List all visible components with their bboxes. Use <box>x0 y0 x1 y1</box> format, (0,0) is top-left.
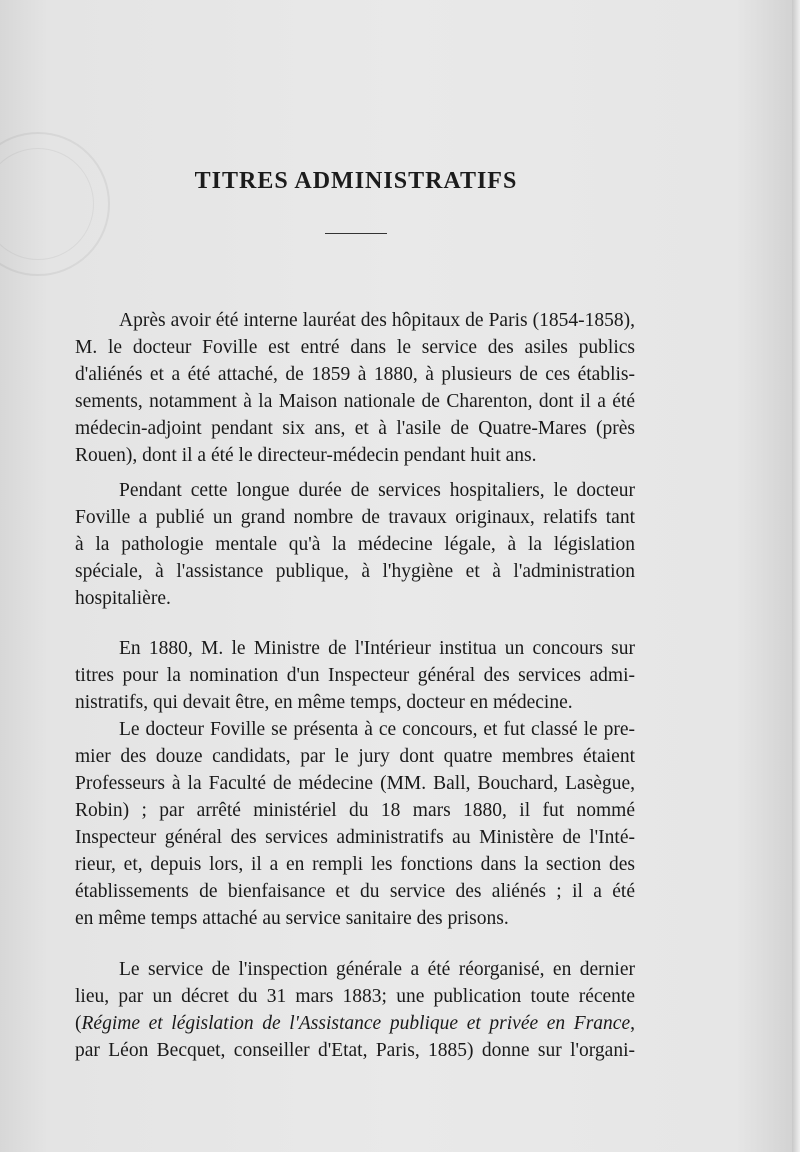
text-line: En 1880, M. le Ministre de l'Intérieur institua un concours sur <box>119 638 635 659</box>
text-line: spéciale, à l'assistance publique, à l'hygiène et à l'administration <box>75 561 635 582</box>
text-line: rieur, et, depuis lors, il a en rempli les fonctions dans la section des <box>75 854 635 875</box>
text-line: hospitalière. <box>75 588 171 609</box>
paragraph-1 <box>75 307 635 469</box>
text-line: sements, notamment à la Maison nationale de Charenton, dont il a été <box>75 391 635 412</box>
text-line: Après avoir été interne lauréat des hôpitaux de Paris (1854-1858), <box>119 310 635 331</box>
paragraph-2 <box>75 477 635 612</box>
page-edge-shadow <box>792 0 800 1152</box>
citation-close: , <box>630 1013 635 1034</box>
text-line: médecin-adjoint pendant six ans, et à l'asile de Quatre-Mares (près <box>75 418 635 439</box>
text-line: Robin) ; par arrêté ministériel du 18 mars 1880, il fut nommé <box>75 800 635 821</box>
citation-open-paren: ( <box>75 1013 82 1034</box>
paragraph-5 <box>75 956 635 1064</box>
page-title: TITRES ADMINISTRATIFS <box>194 168 518 194</box>
text-line: Le service de l'inspection générale a été réorganisé, en dernier <box>119 959 635 980</box>
text-line: Foville a publié un grand nombre de travaux originaux, relatifs tant <box>75 507 635 528</box>
text-line: en même temps attaché au service sanitaire des prisons. <box>75 908 509 929</box>
text-line: d'aliénés et a été attaché, de 1859 à 1880, à plusieurs de ces établis- <box>75 364 635 385</box>
text-line: à la pathologie mentale qu'à la médecine légale, à la législation <box>75 534 635 555</box>
paragraph-3 <box>75 635 635 716</box>
text-line: Inspecteur général des services administratifs au Ministère de l'Inté- <box>75 827 635 848</box>
text-line: lieu, par un décret du 31 mars 1883; une publication toute récente <box>75 986 635 1007</box>
title-rule <box>325 233 387 234</box>
text-line: établissements de bienfaisance et du service des aliénés ; il a été <box>75 881 635 902</box>
text-line-with-citation <box>75 1010 635 1037</box>
text-line: Pendant cette longue durée de services hospitaliers, le docteur <box>119 480 635 501</box>
text-line: par Léon Becquet, conseiller d'Etat, Paris, 1885) donne sur l'organi- <box>75 1040 635 1061</box>
text-line: M. le docteur Foville est entré dans le service des asiles publics <box>75 337 635 358</box>
text-line: nistratifs, qui devait être, en même temps, docteur en médecine. <box>75 692 573 713</box>
citation-title: Régime et législation de l'Assistance publique et privée en France <box>81 1013 631 1034</box>
text-line: titres pour la nomination d'un Inspecteur général des services admi- <box>75 665 635 686</box>
text-line: Professeurs à la Faculté de médecine (MM. Ball, Bouchard, Lasègue, <box>75 773 635 794</box>
library-stamp-watermark <box>0 132 110 276</box>
paragraph-4 <box>75 716 635 932</box>
text-line: Rouen), dont il a été le directeur-médecin pendant huit ans. <box>75 445 537 466</box>
text-line: Le docteur Foville se présenta à ce concours, et fut classé le pre- <box>119 719 635 740</box>
text-line: mier des douze candidats, par le jury dont quatre membres étaient <box>75 746 635 767</box>
